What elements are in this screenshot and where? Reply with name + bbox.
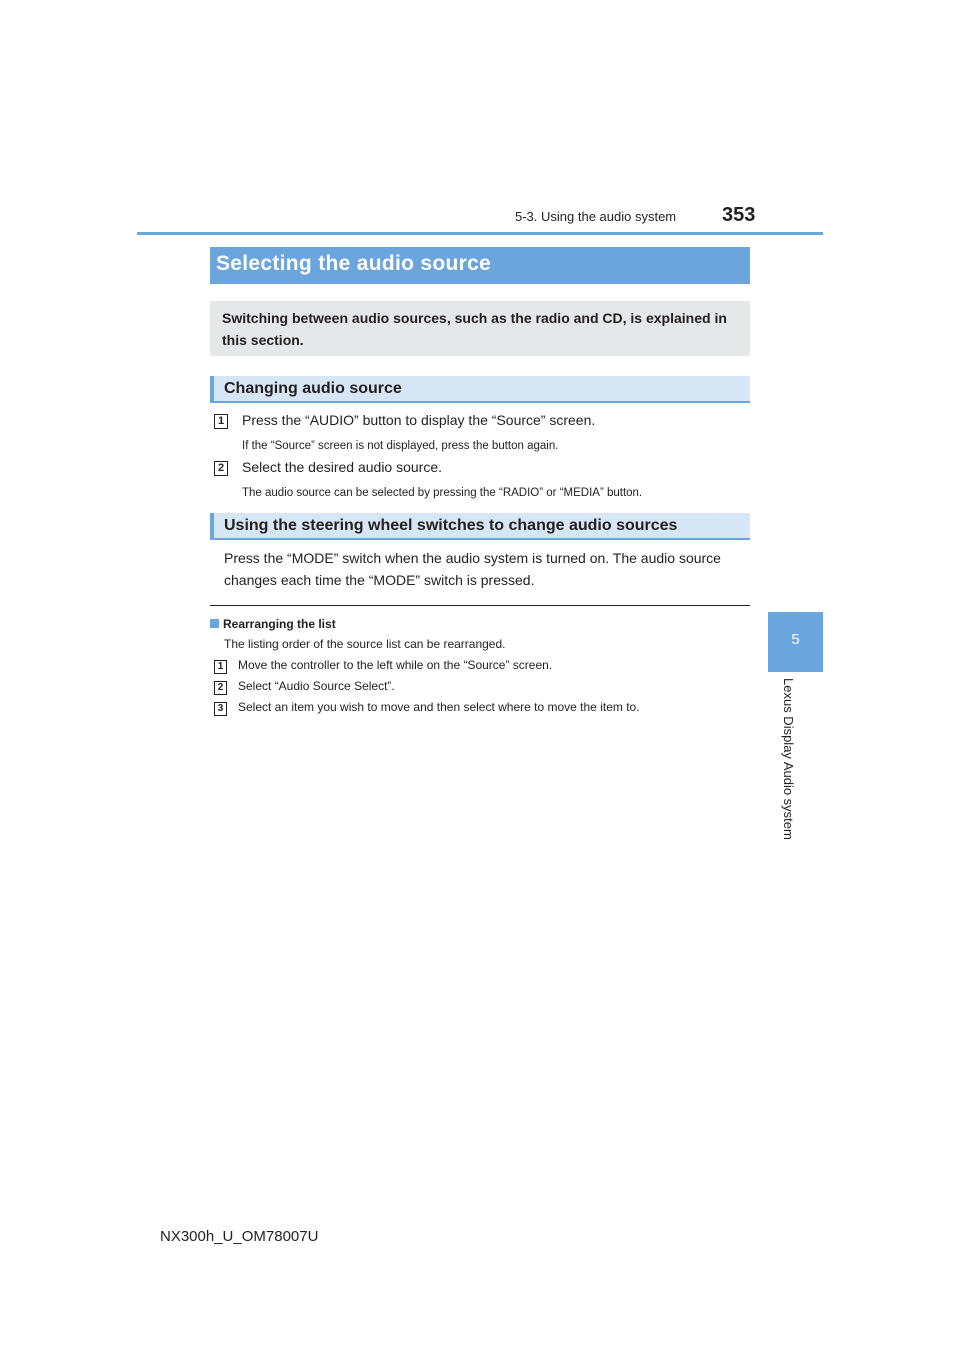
step-text: Press the “AUDIO” button to display the “Source” screen. (242, 412, 596, 428)
header-rule (137, 232, 823, 235)
section-divider (210, 605, 750, 606)
document-code: NX300h_U_OM78007U (160, 1228, 319, 1245)
note-step-text: Select “Audio Source Select”. (238, 679, 395, 693)
subhead-steering-label: Using the steering wheel switches to change audio sources (224, 517, 678, 534)
section-title: 5-3. Using the audio system (515, 209, 677, 224)
intro-text: Switching between audio sources, such as the radio and CD, is explained in this section. (222, 310, 727, 348)
step-text: Select the desired audio source. (242, 459, 443, 475)
step-note: The audio source can be selected by pressing the “RADIO” or “MEDIA” button. (242, 487, 643, 499)
page-number: 353 (722, 204, 756, 226)
note-heading-label: Rearranging the list (223, 617, 336, 631)
step-note: If the “Source” screen is not displayed, press the button again. (242, 440, 559, 452)
step-number-box: 2 (214, 681, 227, 695)
step-number-box: 2 (214, 461, 228, 476)
subhead-changing-label: Changing audio source (224, 380, 402, 397)
square-bullet-icon (210, 619, 219, 628)
note-heading (210, 617, 336, 631)
note-step-text: Move the controller to the left while on the “Source” screen. (238, 658, 553, 672)
page-title: Selecting the audio source (216, 252, 492, 275)
step-number-box: 1 (214, 414, 228, 429)
note-intro: The listing order of the source list can be rearranged. (224, 637, 506, 651)
chapter-number: 5 (791, 631, 800, 648)
note-step-text: Select an item you wish to move and then select where to move the item to. (238, 700, 640, 714)
step-number-box: 1 (214, 660, 227, 674)
steering-text: Press the “MODE” switch when the audio system is turned on. The audio source changes each time the “MODE” switch is pressed. (224, 550, 721, 588)
chapter-label: Lexus Display Audio system (781, 678, 796, 840)
intro-box (210, 301, 750, 356)
step-number-box: 3 (214, 702, 227, 716)
